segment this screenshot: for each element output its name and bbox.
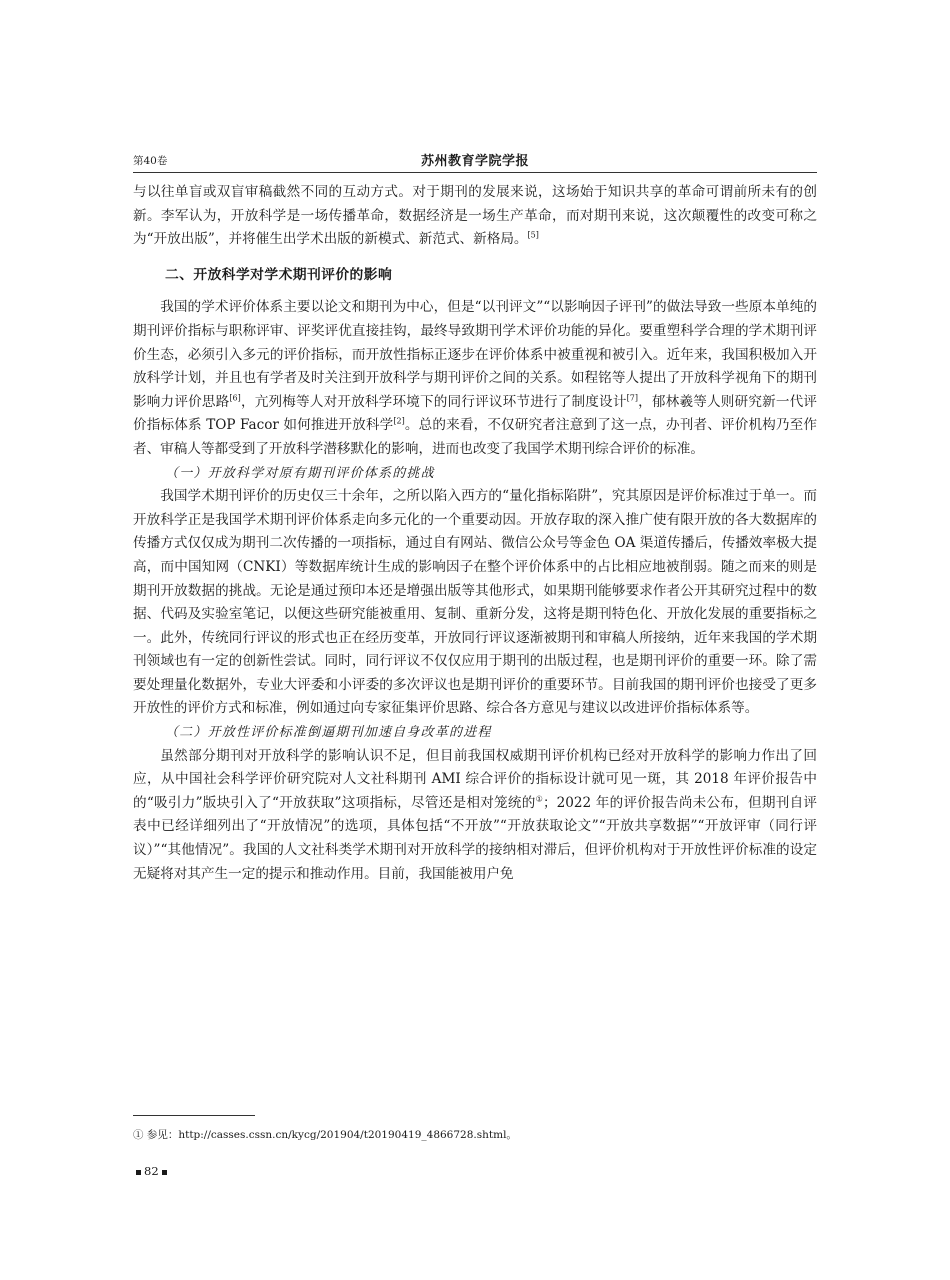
paragraph-evaluation-system (133, 296, 817, 461)
footnote-divider (133, 1115, 255, 1116)
footnote: ① 参见：http://casses.cssn.cn/kycg/201904/t20190419_4866728.shtml。 (133, 1129, 517, 1141)
subsection-heading-1: （一）开放科学对原有期刊评价体系的挑战 (165, 465, 435, 481)
paragraph-text: ，郁林羲等人则研究新一代评价指标体系 TOP Facor 如何推进开放科学 (133, 393, 818, 434)
article-body (133, 181, 817, 886)
paragraph-text: 。总的来看，不仅研究者注意到了这一点，办刊者、评价机构乃至作者、审稿人等都受到了开放科学潜移默化的影响，进而也改变了我国学术期刊综合评价的标准。 (133, 417, 818, 457)
paragraph-challenge: 我国学术期刊评价的历史仅三十余年，之所以陷入西方的“量化指标陷阱”，究其原因是评价标准过于单一。而开放科学正是我国学术期刊评价体系走向多元化的一个重要动因。开放存取的深入推广使有限开放的各大数据库的传播方式仅仅成为期刊二次传播的一项指标，通过自有网站、微信公众号等金色 OA 渠道传播后，传播效率极大提高，而中国知网（CNKI）等数据库统计生成的影响因子在整个评价体系中的占比相应地被削弱。随之而来的则是期刊开放数据的挑战。无论是通过预印本还是增强出版等其他形式，如果期刊能够要求作者公开其研究过程中的数据、代码及实验室笔记，以便这些研究能被重用、复制、重新分发，这将是期刊特色化、开放化发展的重要指标之一。此外，传统同行评议的形式也正在经历变革，开放同行评议逐渐被期刊和审稿人所接纳，近年来我国的学术期刊领域也有一定的创新性尝试。同时，同行评议不仅仅应用于期刊的出版过程，也是期刊评价的重要一环。除了需要处理量化数据外，专业大评委和小评委的多次评议也是期刊评价的重要环节。目前我国的期刊评价也接受了更多开放性的评价方式和标准，例如通过向专家征集评价思路、综合各方意见与建议以改进评价指标体系等。 (133, 488, 817, 717)
citation-ref: [2] (393, 416, 405, 426)
paragraph-text: ；2022 年的评价报告尚未公布，但期刊自评表中已经详细列出了“开放情况”的选项，具体包括“不开放”“开放获取论文”“开放共享数据”“开放评审（同行评议）”“其他情况”。我国的人文社科类学术期刊对开放科学的接纳相对滞后，但评价机构对于开放性评价标准的设定无疑将对其产生一定的提示和推动作用。目前，我国能被用户免 (133, 794, 818, 882)
journal-title: 苏州教育学院学报 (420, 154, 529, 169)
square-bullet-icon (162, 1170, 167, 1175)
paragraph-text: 我国的学术评价体系主要以论文和期刊为中心，但是“以刊评文”“以影响因子评刊”的做法导致一些原本单纯的期刊评价指标与职称评审、评奖评优直接挂钩，最终导致期刊学术评价功能的异化。要重塑科学合理的学术期刊评价生态，必须引入多元的评价指标，而开放性指标正逐步在评价体系中被重视和被引入。近年来，我国积极加入开放科学计划，并且也有学者及时关注到开放科学与期刊评价之间的关系。如程铭等人提出了开放科学视角下的期刊影响力评价思路 (133, 299, 817, 410)
footnote-mark: ① (535, 794, 543, 804)
paragraph-intro-continuation (133, 181, 817, 252)
square-bullet-icon (136, 1170, 141, 1175)
citation-ref: [5] (527, 230, 539, 240)
citation-ref: [7] (626, 393, 638, 403)
running-header (133, 150, 817, 173)
subsection-heading-2: （二）开放性评价标准倒逼期刊加速自身改革的进程 (165, 725, 492, 741)
paragraph-text: 虽然部分期刊对开放科学的影响认识不足，但目前我国权威期刊评价机构已经对开放科学的影响力作出了回应，从中国社会科学评价研究院对人文社科期刊 AMI 综合评价的指标设计就可见一斑，其 2018 年评价报告中的“吸引力”版块引入了“开放获取”这项指标，尽管还是相对笼统的 (133, 747, 817, 811)
page-number (133, 1163, 170, 1179)
page-number-value: 82 (144, 1164, 159, 1178)
volume-label: 第40卷 (133, 155, 168, 167)
paragraph-text: ，亢列梅等人对开放科学环境下的同行评议环节进行了制度设计 (240, 393, 627, 410)
paragraph-reform (133, 745, 817, 887)
citation-ref: [6] (229, 393, 241, 403)
paragraph-text: 与以往单盲或双盲审稿截然不同的互动方式。对于期刊的发展来说，这场始于知识共享的革命可谓前所未有的创新。李军认为，开放科学是一场传播革命，数据经济是一场生产革命，而对期刊来说，这次颠覆性的改变可称之为“开放出版”，并将催生出学术出版的新模式、新范式、新格局。 (133, 184, 817, 248)
section-heading: 二、开放科学对学术期刊评价的影响 (165, 266, 393, 283)
